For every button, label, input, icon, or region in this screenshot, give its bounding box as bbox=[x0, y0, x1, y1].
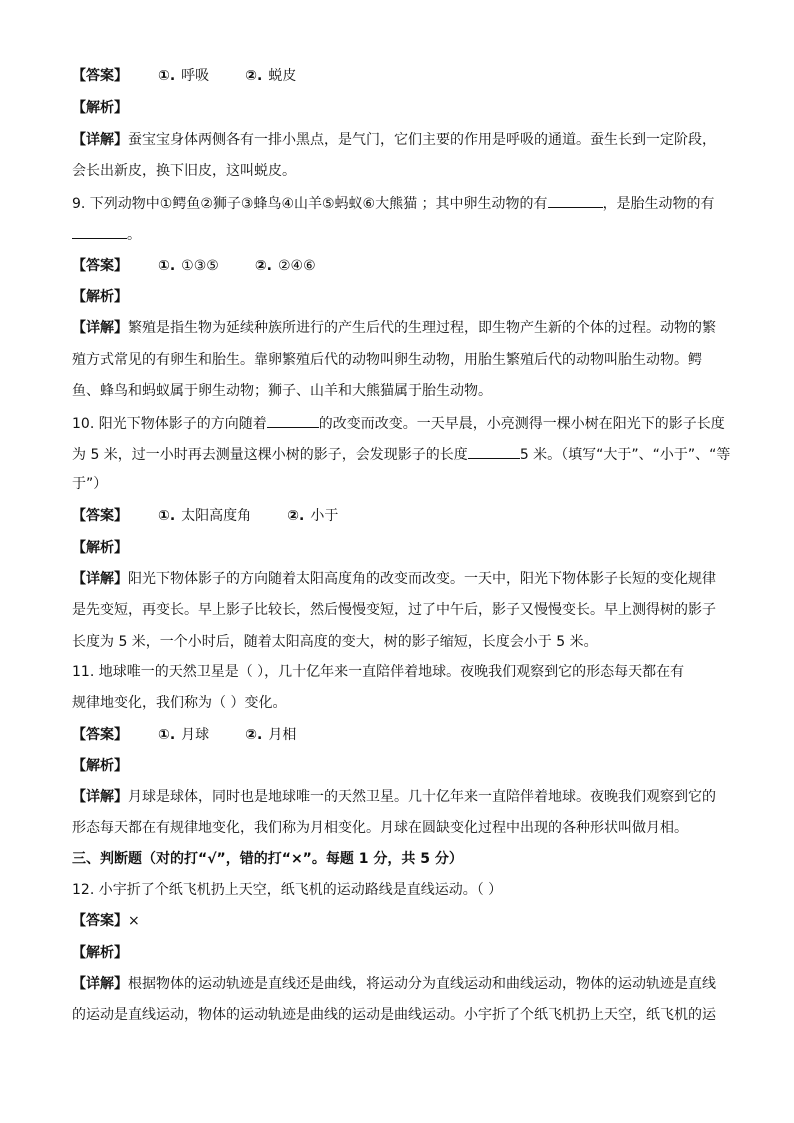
question-text: 。 bbox=[127, 227, 141, 243]
answer-blank bbox=[548, 192, 603, 208]
answer-1: ①③⑤ bbox=[181, 258, 219, 274]
q11-answer-row bbox=[72, 725, 296, 745]
q8-answer-row bbox=[72, 66, 296, 86]
q10-detail-line-3: 长度为 5 米，一个小时后，随着太阳高度的变大，树的影子缩短，长度会小于 5 米。 bbox=[72, 634, 598, 650]
answer-tag: 【答案】 bbox=[72, 508, 128, 524]
q9-analysis-row bbox=[72, 287, 128, 307]
q10-detail-line-2: 是先变短，再变长。早上影子比较长，然后慢慢变短，过了中午后，影子又慢慢变长。早上测得树的影子 bbox=[72, 602, 716, 618]
q11-analysis-row bbox=[72, 756, 128, 776]
detail-tag: 【详解】 bbox=[72, 320, 128, 336]
answer-blank bbox=[267, 412, 319, 428]
section-heading: 三、判断题（对的打“√”，错的打“×”。每题 1 分，共 5 分） bbox=[72, 851, 463, 867]
q10-question-line-1 bbox=[72, 412, 725, 434]
q9-detail-line-3: 鱼、蜂鸟和蚂蚁属于卵生动物；狮子、山羊和大熊猫属于胎生动物。 bbox=[72, 383, 492, 399]
answer-1-number: ①. bbox=[158, 68, 176, 84]
q10-question-line-3: 于”） bbox=[72, 476, 108, 492]
answer-1-number: ①. bbox=[158, 258, 176, 274]
answer-tag: 【答案】 bbox=[72, 68, 128, 84]
question-text: 9. 下列动物中①鳄鱼②狮子③蜂鸟④山羊⑤蚂蚁⑥大熊猫 ；其中卵生动物的有 bbox=[72, 196, 548, 212]
answer-1: × bbox=[128, 913, 140, 929]
q12-detail-line-1 bbox=[72, 974, 716, 994]
answer-1: 呼吸 bbox=[181, 68, 210, 84]
answer-2-number: ②. bbox=[245, 727, 263, 743]
answer-2: 蜕皮 bbox=[268, 68, 297, 84]
detail-tag: 【详解】 bbox=[72, 571, 128, 587]
detail-tag: 【详解】 bbox=[72, 132, 128, 148]
detail-text: 阳光下物体影子的方向随着太阳高度角的改变而改变。一天中，阳光下物体影子长短的变化规律 bbox=[128, 571, 716, 587]
answer-2-number: ②. bbox=[245, 68, 263, 84]
answer-2-number: ②. bbox=[254, 258, 272, 274]
answer-2: ②④⑥ bbox=[278, 258, 316, 274]
answer-blank bbox=[72, 223, 127, 239]
answer-tag: 【答案】 bbox=[72, 258, 128, 274]
answer-tag: 【答案】 bbox=[72, 913, 128, 929]
detail-tag: 【详解】 bbox=[72, 976, 128, 992]
q11-question-line-1: 11. 地球唯一的天然卫星是（ ），几十亿年来一直陪伴着地球。夜晚我们观察到它的形态每天都在有 bbox=[72, 664, 685, 680]
analysis-tag: 【解析】 bbox=[72, 289, 128, 305]
q9-detail-line-1 bbox=[72, 318, 716, 338]
detail-tag: 【详解】 bbox=[72, 789, 128, 805]
q10-detail-line-1 bbox=[72, 569, 716, 589]
q12-answer-row bbox=[72, 911, 140, 931]
q9-question-line-2 bbox=[72, 223, 141, 245]
q11-detail-line-2: 形态每天都在有规律地变化，我们称为月相变化。月球在圆缺变化过程中出现的各种形状叫做月相。 bbox=[72, 820, 688, 836]
analysis-tag: 【解析】 bbox=[72, 758, 128, 774]
detail-text: 根据物体的运动轨迹是直线还是曲线，将运动分为直线运动和曲线运动，物体的运动轨迹是直线 bbox=[128, 976, 716, 992]
question-text: 10. 阳光下物体影子的方向随着 bbox=[72, 416, 267, 432]
answer-1: 太阳高度角 bbox=[181, 508, 252, 524]
answer-1-number: ①. bbox=[158, 727, 176, 743]
q10-analysis-row bbox=[72, 538, 128, 558]
q8-detail-line-2: 会长出新皮，换下旧皮，这叫蜕皮。 bbox=[72, 163, 296, 179]
answer-blank bbox=[468, 443, 520, 459]
q12-question-line-1: 12. 小宇折了个纸飞机扔上天空，纸飞机的运动路线是直线运动。（ ） bbox=[72, 882, 503, 898]
q8-detail-line-1 bbox=[72, 130, 716, 150]
q12-analysis-row bbox=[72, 943, 128, 963]
q10-answer-row bbox=[72, 506, 338, 526]
analysis-tag: 【解析】 bbox=[72, 945, 128, 961]
answer-2: 小于 bbox=[310, 508, 339, 524]
analysis-tag: 【解析】 bbox=[72, 100, 128, 116]
q10-question-line-2 bbox=[72, 443, 730, 465]
q11-question-line-2: 规律地变化，我们称为（ ）变化。 bbox=[72, 695, 287, 711]
analysis-tag: 【解析】 bbox=[72, 540, 128, 556]
answer-1-number: ①. bbox=[158, 508, 176, 524]
q9-answer-row bbox=[72, 256, 316, 276]
question-text: 5 米。（填写“大于”、“小于”、“等 bbox=[519, 447, 731, 463]
answer-2: 月相 bbox=[268, 727, 297, 743]
answer-tag: 【答案】 bbox=[72, 727, 128, 743]
q9-question-line-1 bbox=[72, 192, 715, 214]
q11-detail-line-1 bbox=[72, 787, 716, 807]
answer-1: 月球 bbox=[181, 727, 210, 743]
detail-text: 月球是球体，同时也是地球唯一的天然卫星。几十亿年来一直陪伴着地球。夜晚我们观察到它的 bbox=[128, 789, 716, 805]
question-text: 的改变而改变。一天早晨，小亮测得一棵小树在阳光下的影子长度 bbox=[318, 416, 725, 432]
detail-text: 蚕宝宝身体两侧各有一排小黑点，是气门，它们主要的作用是呼吸的通道。蚕生长到一定阶段， bbox=[128, 132, 716, 148]
question-text: ，是胎生动物的有 bbox=[602, 196, 715, 212]
q12-detail-line-2: 的运动是直线运动，物体的运动轨迹是曲线的运动是曲线运动。小宇折了个纸飞机扔上天空，纸飞机的运 bbox=[72, 1007, 716, 1023]
q8-analysis-row bbox=[72, 98, 128, 118]
q9-detail-line-2: 殖方式常见的有卵生和胎生。靠卵繁殖后代的动物叫卵生动物，用胎生繁殖后代的动物叫胎生动物。鳄 bbox=[72, 352, 702, 368]
answer-2-number: ②. bbox=[287, 508, 305, 524]
detail-text: 繁殖是指生物为延续种族所进行的产生后代的生理过程，即生物产生新的个体的过程。动物的繁 bbox=[128, 320, 716, 336]
question-text: 为 5 米，过一小时再去测量这棵小树的影子，会发现影子的长度 bbox=[72, 447, 468, 463]
